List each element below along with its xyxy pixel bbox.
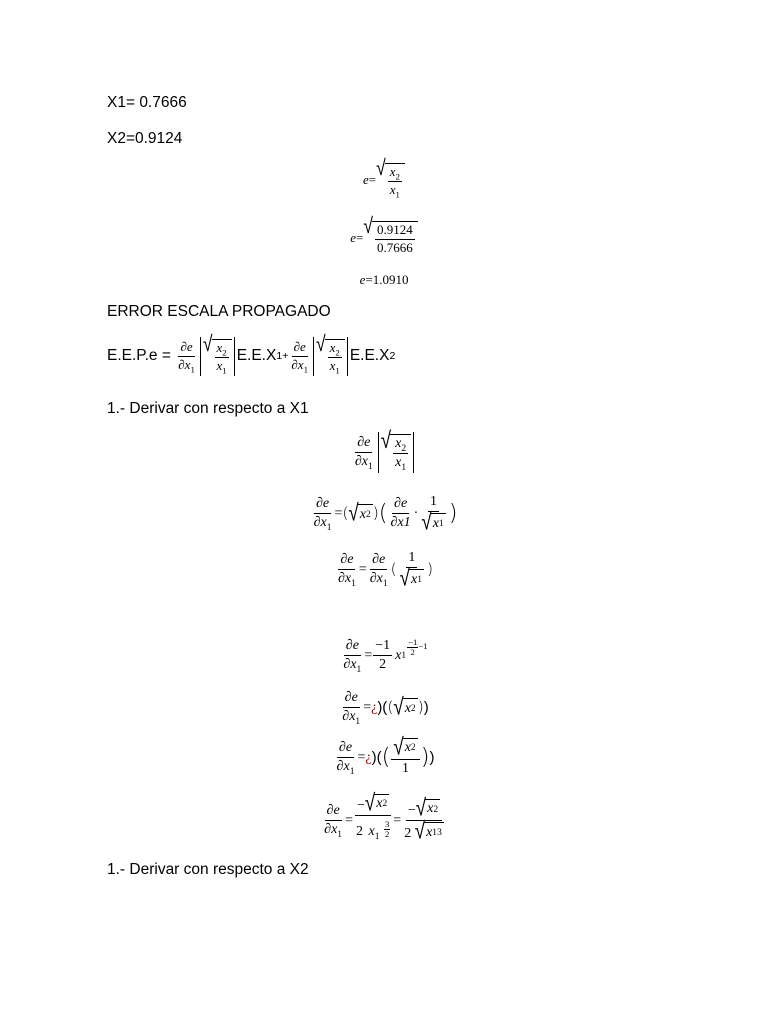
eep-formula: E.E.P.e = ∂e $\partial x_1$ √ $x_2$ $x_1$ E.E.X 1+ ∂e $\partial x_1$ √ $x_2$ $x_1$ E.E.X 2 [107, 332, 396, 376]
eq-e-result: e = 1.0910 [359, 272, 409, 287]
eq-deriv-final: $\frac{\partial e}{\partial x_1}$ = − √ x 2 2 $x_1$ $\frac{3}{2}$ = − √ x 2 2 √ x 1 3 [324, 789, 442, 845]
section-title: ERROR ESCALA PROPAGADO [107, 303, 331, 320]
x1-value: 0.7666 [377, 239, 413, 255]
e-symbol: e [363, 172, 369, 188]
eq-deriv-simplified: $\frac{\partial e}{\partial x_1}$ = $\frac{\partial e}{\partial x_1}$ ( 1 √ x 1 ) [337, 550, 434, 592]
result-value: 1.0910 [372, 272, 409, 287]
eq-e-sqrt-values: e = √ 0.9124 0.7666 [0, 221, 768, 256]
given-x2: X2=0.9124 [107, 130, 183, 147]
eq-e-sqrt-ratio: e = √ $x_2$ $x_1$ [0, 163, 768, 198]
exponent: −1 2 [408, 637, 418, 658]
eq-deriv-product: $\frac{\partial e}{\partial x_1}$ = ( √ x 2 ) ( ∂e ∂x1 · 1 √ x 1 ) [313, 494, 458, 536]
eq-deriv-unknown-2: $\frac{\partial e}{\partial x_1}$ = ¿ )( ( √ x 2 1 ) ) [336, 733, 435, 777]
sqrt: √ $x_2$ $x_1$ [376, 163, 405, 198]
x2-value: 0.9124 [375, 223, 415, 240]
eq-deriv-power: $\frac{\partial e}{\partial x_1}$ = $\frac{-1}{2}$ x 1 −1 2 −1 [343, 637, 428, 675]
inverted-question: ¿ [371, 699, 378, 715]
step1-heading: 1.- Derivar con respecto a X1 [107, 400, 309, 417]
given-x1: X1= 0.7666 [107, 94, 187, 111]
eq-deriv-unknown-1: $\frac{\partial e}{\partial x_1}$ = ¿ )( ( √ x 2 ) ) [342, 690, 429, 727]
eq-deriv-abs: ∂e $\partial x_1$ √ $x_2$ $x_1$ [0, 432, 768, 473]
step2-heading: 1.- Derivar con respecto a X2 [107, 861, 309, 878]
